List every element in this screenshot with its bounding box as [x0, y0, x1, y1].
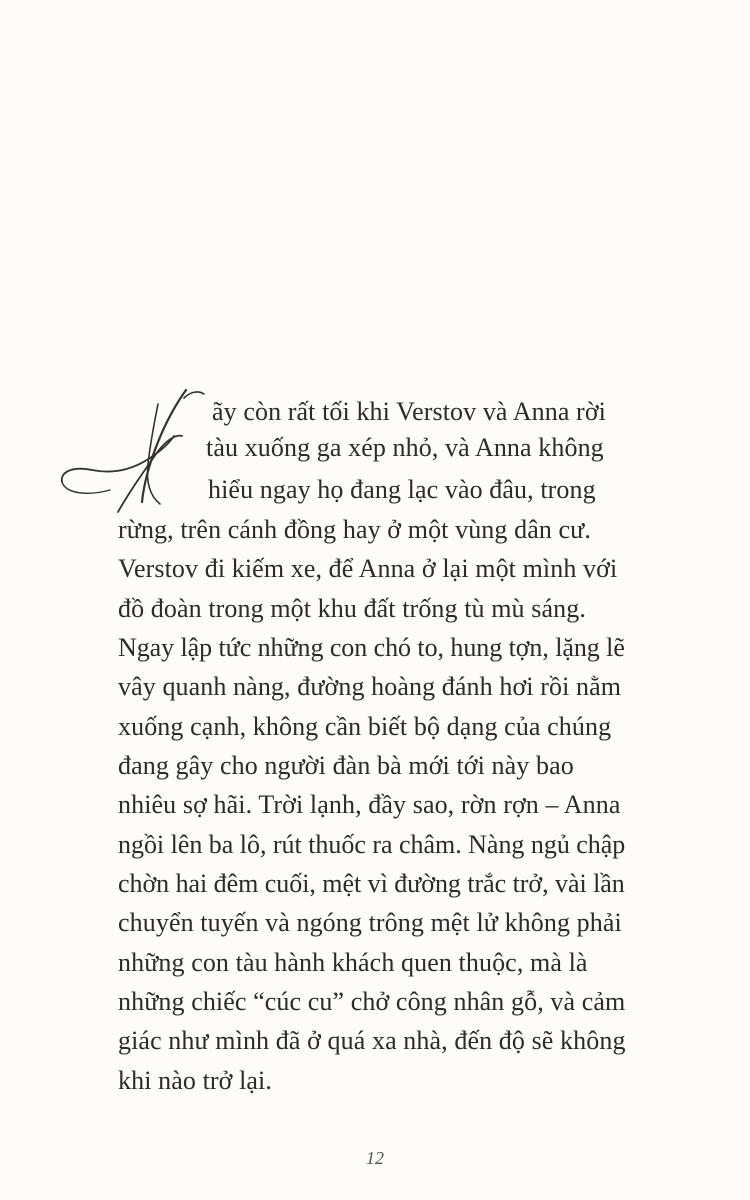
paragraph-line-6: đồ đoàn trong một khu đất trống tù mù sáng.: [118, 594, 586, 623]
paragraph-line-5: Verstov đi kiếm xe, để Anna ở lại một mình với: [118, 554, 618, 583]
paragraph-line-16: những chiếc “cúc cu” chở công nhân gỗ, và cảm: [118, 987, 626, 1016]
paragraph-line-13: chờn hai đêm cuối, mệt vì đường trắc trở, vài lần: [118, 869, 625, 898]
paragraph-line-3: hiểu ngay họ đang lạc vào đâu, trong: [208, 475, 596, 504]
paragraph-line-1: ãy còn rất tối khi Verstov và Anna rời: [212, 397, 606, 426]
paragraph-line-8: vây quanh nàng, đường hoàng đánh hơi rồi nằm: [118, 672, 622, 701]
paragraph-line-4: rừng, trên cánh đồng hay ở một vùng dân cư.: [118, 515, 591, 544]
page-number: 12: [366, 1148, 384, 1168]
paragraph-line-10: đang gây cho người đàn bà mới tới này bao: [118, 751, 574, 780]
paragraph-line-2: tàu xuống ga xép nhỏ, và Anna không: [206, 433, 604, 462]
paragraph-line-14: chuyển tuyến và ngóng trông mệt lử không phải: [118, 908, 622, 937]
decorative-drop-cap: [58, 384, 208, 514]
paragraph-line-7: Ngay lập tức những con chó to, hung tợn, lặng lẽ: [118, 633, 625, 662]
drop-cap-ornament-icon: [58, 384, 208, 514]
paragraph-line-9: xuống cạnh, không cần biết bộ dạng của chúng: [118, 712, 612, 741]
paragraph-line-18: khi nào trở lại.: [118, 1066, 272, 1095]
paragraph-line-12: ngồi lên ba lô, rút thuốc ra châm. Nàng ngủ chập: [118, 830, 626, 859]
paragraph-line-17: giác như mình đã ở quá xa nhà, đến độ sẽ không: [118, 1026, 626, 1055]
paragraph-line-11: nhiêu sợ hãi. Trời lạnh, đầy sao, rờn rợn – Anna: [118, 790, 621, 819]
paragraph-line-15: những con tàu hành khách quen thuộc, mà là: [118, 948, 588, 977]
